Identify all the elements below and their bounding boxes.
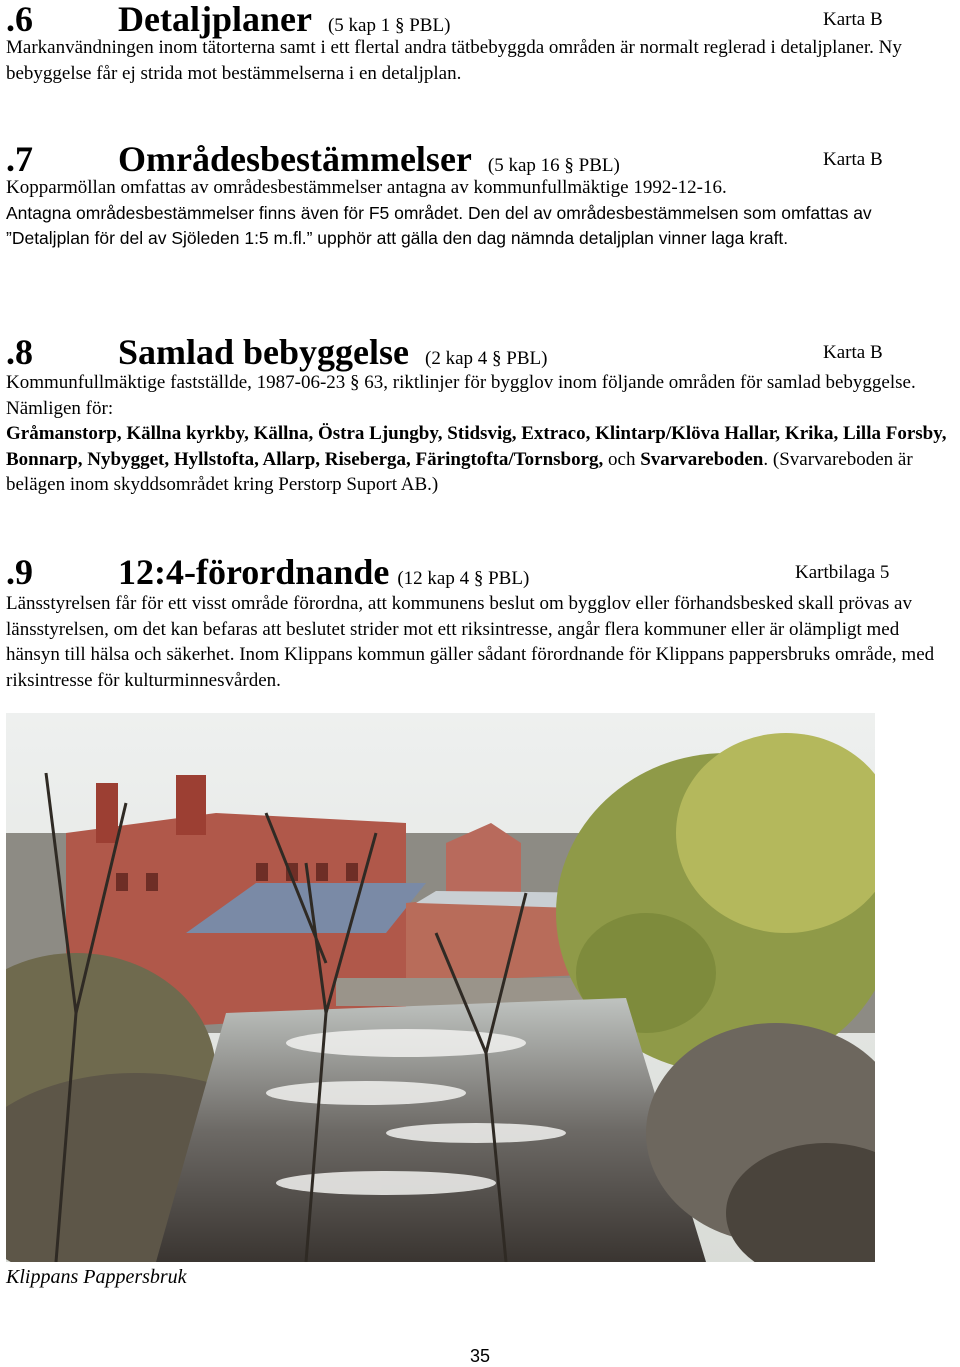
section-title-text: Samlad bebyggelse	[118, 332, 410, 372]
map-reference: Karta B	[823, 342, 883, 363]
place-last: Svarvareboden	[640, 448, 764, 470]
section-heading	[6, 553, 956, 591]
page-number: 35	[469, 1346, 491, 1366]
river-mill-illustration	[6, 713, 875, 1262]
section-body: Länsstyrelsen får för ett visst område förordna, att kommunens beslut om bygglov eller förhandsbesked skall prövas av länsstyrelsen, om det kan befaras att beslutet strider mot ett riksintresse, angår flera kommuner eller är olämpligt med hänsyn till hälsa och säkerhet. Inom Klippans kommun gäller sådant förordnande för Klippans pappersbruks område, med riksintresse för kulturminnesvården.	[6, 593, 935, 691]
place-list: Gråmanstorp, Källna kyrkby, Källna, Östra Ljungby, Stidsvig, Extraco, Klintarp/Klöva Hallar, Krika, Lilla Forsby, Bonnarp, Nybygget, Hyllstofta, Allarp, Riseberga, Färingtofta/Tornsborg,	[6, 423, 947, 470]
place-note: . (Svarvareboden är belägen inom skyddsområdet kring Perstorp Suport AB.)	[6, 448, 913, 495]
photo-caption: Klippans Pappersbruk	[6, 1266, 187, 1288]
section-number: .8	[6, 332, 33, 372]
body-text: Kommunfullmäktige fastställde, 1987-06-23 § 63, riktlinjer för bygglov inom följande områden för samlad bebyggelse.	[6, 372, 916, 393]
section-title	[118, 553, 529, 598]
section-detaljplaner	[6, 0, 956, 86]
conjunction: och	[608, 448, 636, 470]
section-title-text: 12:4-förordnande	[118, 552, 390, 592]
map-reference: Kartbilaga 5	[795, 562, 890, 583]
section-title	[118, 140, 620, 185]
law-reference: (12 kap 4 § PBL)	[397, 568, 530, 589]
section-omradesbestammelser	[6, 140, 956, 252]
section-number: .9	[6, 552, 33, 592]
section-title-text: Detaljplaner	[118, 0, 312, 39]
section-number: .7	[6, 139, 33, 179]
section-title	[118, 333, 547, 378]
body-text-continued: Nämligen för:	[6, 397, 114, 419]
photo-klippans-pappersbruk	[6, 713, 875, 1262]
section-12-4-forordnande	[6, 553, 956, 693]
section-title	[118, 0, 450, 45]
section-title-text: Områdesbestämmelser	[118, 139, 472, 179]
law-reference: (2 kap 4 § PBL)	[425, 348, 548, 369]
section-samlad-bebyggelse	[6, 333, 956, 498]
section-number: .6	[6, 0, 33, 39]
section-heading	[6, 0, 956, 38]
section-heading	[6, 140, 956, 178]
map-reference: Karta B	[823, 149, 883, 170]
section-body-serif: Kopparmöllan omfattas av områdesbestämmelser antagna av kommunfullmäktige 1992-12-16.	[6, 177, 727, 198]
section-body: Markanvändningen inom tätorterna samt i ett flertal andra tätbebyggda områden är normalt reglerad i detaljplaner. Ny bebyggelse får ej strida mot bestämmelserna i en detaljplan.	[6, 37, 902, 84]
map-reference: Karta B	[823, 9, 883, 30]
section-body-sans: Antagna områdesbestämmelser finns även för F5 området. Den del av områdesbestämmelsen som omfattas av ”Detaljplan för del av Sjöleden 1:5 m.fl.” upphör att gälla den dag nämnda detaljplan vinner laga kraft.	[6, 202, 872, 248]
law-reference: (5 kap 1 § PBL)	[327, 15, 451, 36]
section-heading	[6, 333, 956, 371]
section-body	[6, 370, 956, 498]
law-reference: (5 kap 16 § PBL)	[487, 155, 620, 176]
